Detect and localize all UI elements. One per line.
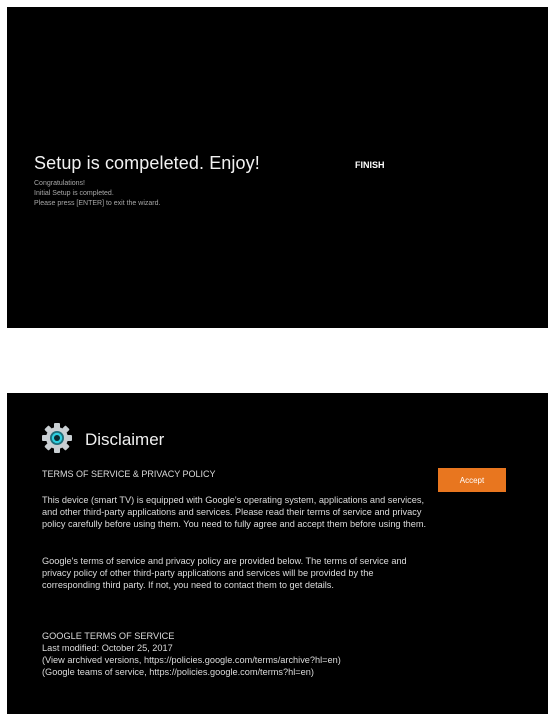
tos-terms-line: (Google teams of service, https://policies.google.com/terms?hl=en)	[42, 667, 314, 677]
setup-complete-screen	[7, 7, 548, 328]
tos-last-modified: Last modified: October 25, 2017	[42, 643, 173, 653]
disclaimer-screen	[7, 393, 548, 714]
setup-title: Setup is compeleted. Enjoy!	[34, 153, 260, 173]
setup-line-instruction: Please press [ENTER] to exit the wizard.	[34, 200, 161, 207]
setup-message	[34, 179, 160, 209]
setup-line-congratulations: Congratulations!	[34, 180, 85, 187]
setup-line-completed: Initial Setup is completed.	[34, 190, 114, 197]
gear-icon	[41, 422, 73, 454]
disclaimer-paragraph-2: Google's terms of service and privacy policy are provided below. The terms of service and privacy policy of other third-party applications and services will be provided by the corresponding third party. If not, you need to contact them to get details.	[42, 556, 407, 590]
finish-button[interactable]: FINISH	[351, 158, 389, 172]
tos-heading: GOOGLE TERMS OF SERVICE	[42, 631, 175, 641]
google-tos-block	[42, 630, 341, 678]
tos-archive-line: (View archived versions, https://policies.google.com/terms/archive?hl=en)	[42, 655, 341, 665]
disclaimer-title: Disclaimer	[85, 430, 165, 449]
accept-button[interactable]: Accept	[438, 468, 506, 492]
disclaimer-paragraph-1: This device (smart TV) is equipped with Google's operating system, applications and services, and other third-party applications and services. Please read their terms of service and privacy policy carefully before using them. You need to fully agree and accept them before using them.	[42, 495, 427, 529]
terms-privacy-heading: TERMS OF SERVICE & PRIVACY POLICY	[42, 469, 216, 479]
